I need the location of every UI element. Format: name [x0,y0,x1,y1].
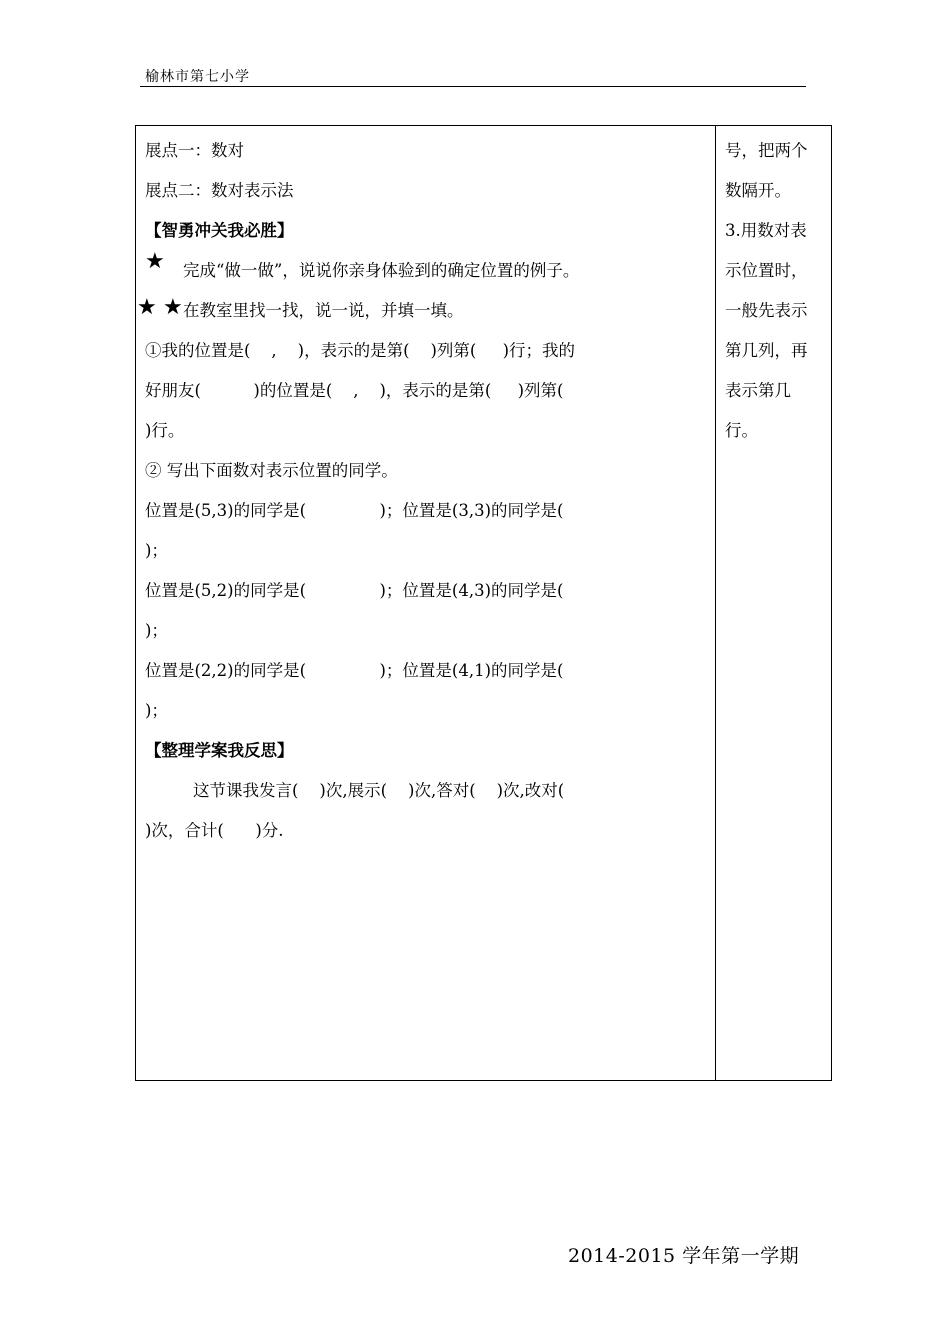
question-two-label: ② 写出下面数对表示位置的同学。 [145,461,398,480]
section-heading-reflection: 【整理学案我反思】 [145,741,294,760]
side-note-line: 号，把两个 [725,141,808,160]
question-two-row-3-end: )； [145,701,168,720]
header-school-name: 榆林市第七小学 [145,69,250,85]
column-divider [715,125,716,1081]
point-two-label: 展点二：数对表示法 [145,181,294,200]
task-two-text: 在教室里找一找，说一说，并填一填。 [183,301,464,320]
question-one-line-1: ①我的位置是( , )，表示的是第( )列第( )行；我的 [145,341,576,360]
question-one-line-2: 好朋友( )的位置是( , )，表示的是第( )列第( [145,381,564,400]
question-two-row-2: 位置是(5,2)的同学是( )；位置是(4,3)的同学是( [145,581,564,600]
section-heading-challenge: 【智勇冲关我必胜】 [145,221,294,240]
star-icon: ★ [137,295,157,320]
question-two-row-1: 位置是(5,3)的同学是( )；位置是(3,3)的同学是( [145,501,564,520]
reflection-line-2: )次，合计( )分. [145,821,284,840]
question-two-row-3: 位置是(2,2)的同学是( )；位置是(4,1)的同学是( [145,661,564,680]
side-note-line: 一般先表示 [725,301,808,320]
side-note-line: 行。 [725,421,758,440]
header-rule [140,86,806,87]
star-icon: ★ [145,249,165,274]
side-note-line: 3.用数对表 [725,221,807,240]
point-one-label: 展点一：数对 [145,141,244,160]
task-one-text: 完成“做一做”，说说你亲身体验到的确定位置的例子。 [183,261,580,280]
question-one-line-3: )行。 [145,421,185,440]
footer-term: 2014-2015 学年第一学期 [568,1245,800,1267]
side-note-line: 表示第几 [725,381,791,400]
side-note-line: 示位置时， [725,261,808,280]
side-note-line: 数隔开。 [725,181,791,200]
question-two-row-1-end: )； [145,541,168,560]
reflection-line-1: 这节课我发言( )次,展示( )次,答对( )次,改对( [193,781,565,800]
question-two-row-2-end: )； [145,621,168,640]
side-note-line: 第几列，再 [725,341,808,360]
star-icon: ★ [163,295,183,320]
